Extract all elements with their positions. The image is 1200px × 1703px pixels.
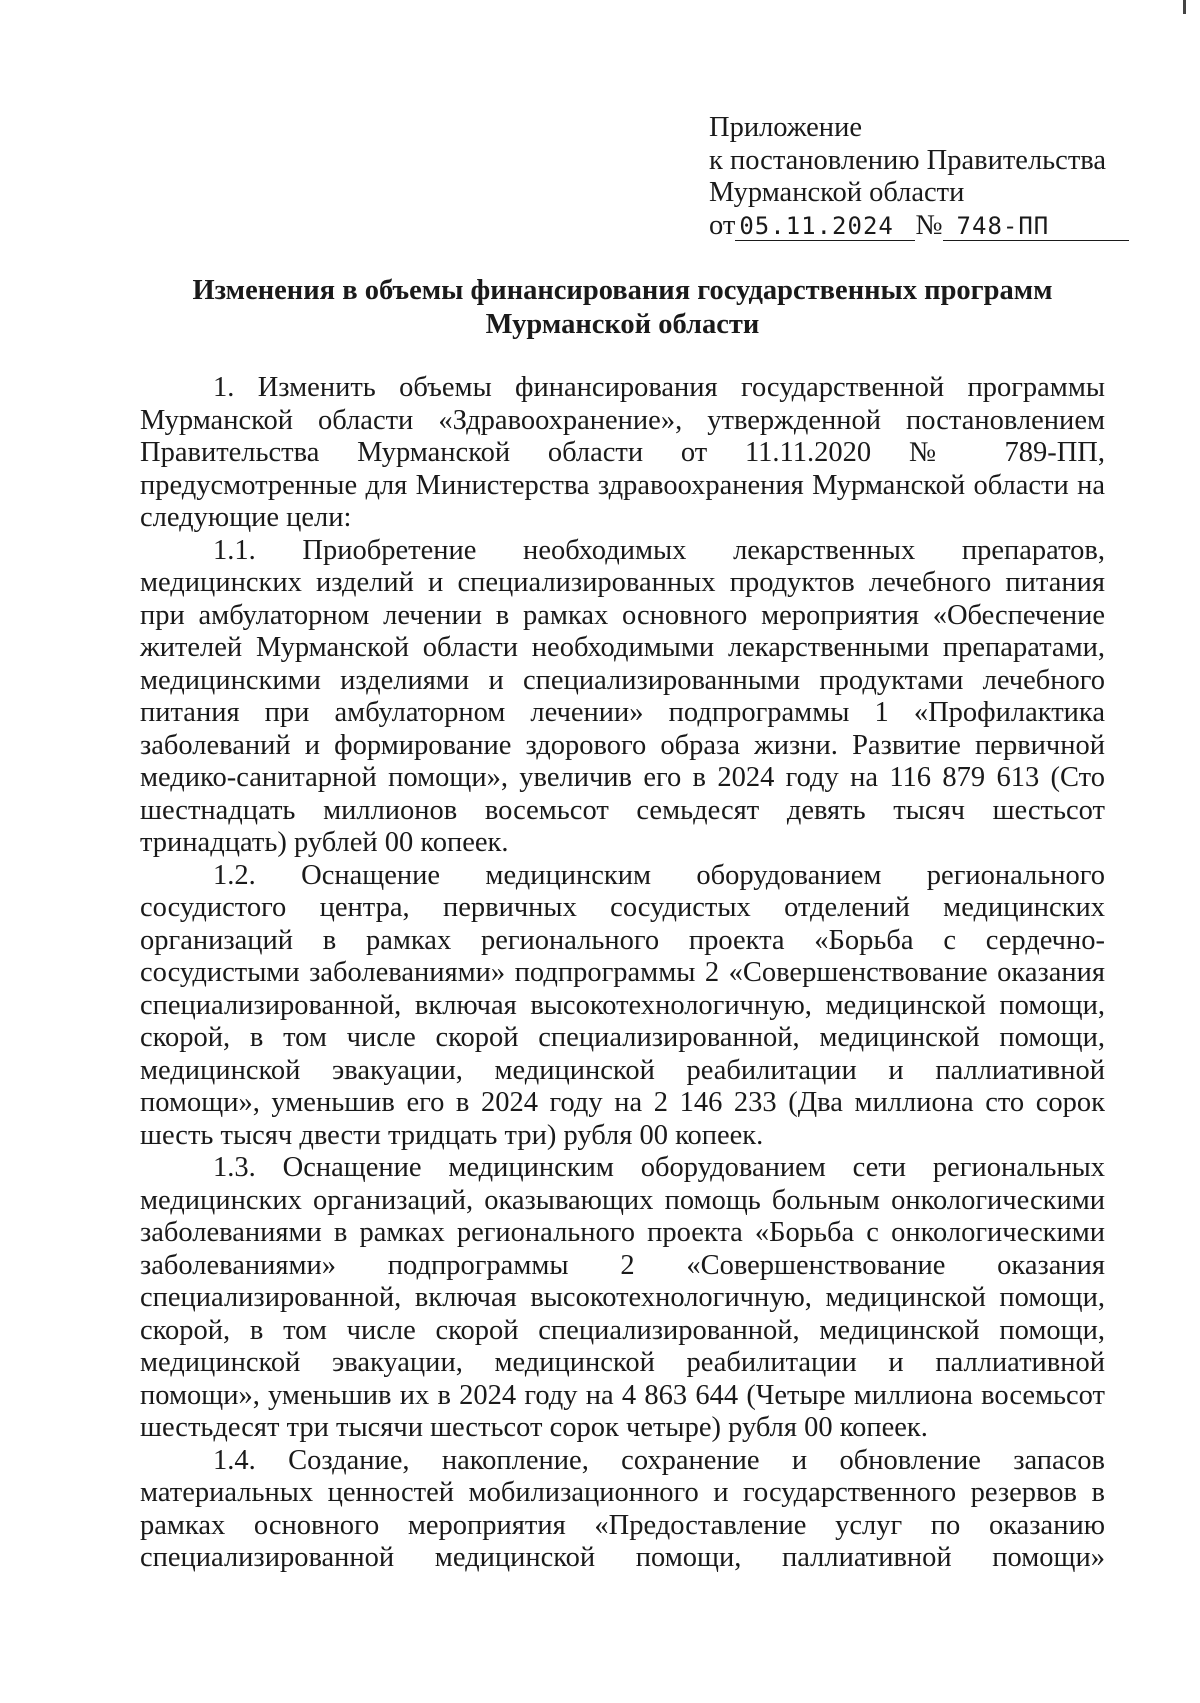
appendix-line-2: к постановлению Правительства <box>709 144 1107 176</box>
paragraph-1-1: 1.1. Приобретение необходимых лекарственных препаратов, медицинских изделий и специализированных продуктов лечебного питания при амбулаторном лечении в рамках основного мероприятия «Обеспечение жителей Мурманской области необходимыми лекарственными препаратами, медицинскими изделиями и специализированными продуктами лечебного питания при амбулаторном лечении» подпрограммы 1 «Профилактика заболеваний и формирование здорового образа жизни. Развитие первичной медико-санитарной помощи», увеличив его в 2024 году на 116 879 613 (Сто шестнадцать миллионов восемьсот семьдесят девять тысяч шестьсот тринадцать) рублей 00 копеек. <box>140 534 1105 858</box>
appendix-date-line <box>709 210 1129 243</box>
paragraph-1-3: 1.3. Оснащение медицинским оборудованием сети региональных медицинских организаций, оказывающих помощь больным онкологическими заболеваниями в рамках регионального проекта «Борьба с онкологическими заболеваниями» подпрограммы 2 «Совершенствование оказания специализированной, включая высокотехнологичную, медицинской помощи, скорой, в том числе скорой специализированной, медицинской помощи, медицинской эвакуации, медицинской реабилитации и паллиативной помощи», уменьшив их в 2024 году на 4 863 644 (Четыре миллиона восемьсот шестьдесят три тысячи шестьсот сорок четыре) рубля 00 копеек. <box>140 1152 1105 1443</box>
appendix-line-1: Приложение <box>709 112 862 143</box>
resolution-number: 748-ПП <box>956 211 1050 240</box>
number-field <box>943 212 1129 241</box>
resolution-date: 05.11.2024 <box>739 211 894 240</box>
title-line-1: Изменения в объемы финансирования государственных программ <box>192 275 1053 306</box>
scan-mark <box>1183 0 1186 14</box>
appendix-line-3: Мурманской области <box>709 177 965 208</box>
number-label: № <box>915 209 943 241</box>
from-label: от <box>709 209 736 241</box>
paragraph-1: 1. Изменить объемы финансирования государственной программы Мурманской области «Здравоохранение», утвержденной постановлением Правительства Мурманской области от 11.11.2020 № 789-ПП, предусмотренные для Министерства здравоохранения Мурманской области на следующие цели: <box>140 372 1105 533</box>
title-line-2: Мурманской области <box>485 309 760 340</box>
date-field <box>735 212 915 241</box>
paragraph-1-2: 1.2. Оснащение медицинским оборудованием регионального сосудистого центра, первичных сосудистых отделений медицинских организаций в рамках регионального проекта «Борьба с сердечно-сосудистыми заболеваниями» подпрограммы 2 «Совершенствование оказания специализированной, включая высокотехнологичную, медицинской помощи, скорой, в том числе скорой специализированной, медицинской помощи, медицинской эвакуации, медицинской реабилитации и паллиативной помощи», уменьшив его в 2024 году на 2 146 233 (Два миллиона сто сорок шесть тысяч двести тридцать три) рубля 00 копеек. <box>140 859 1105 1151</box>
document-body <box>140 372 1105 1575</box>
document-title <box>140 274 1105 342</box>
paragraph-1-4: 1.4. Создание, накопление, сохранение и обновление запасов материальных ценностей мобилизационного и государственного резервов в рамках основного мероприятия «Предоставление услуг по оказанию специализированной медицинской помощи, паллиативной помощи» <box>140 1444 1105 1573</box>
appendix-block <box>709 112 1129 242</box>
